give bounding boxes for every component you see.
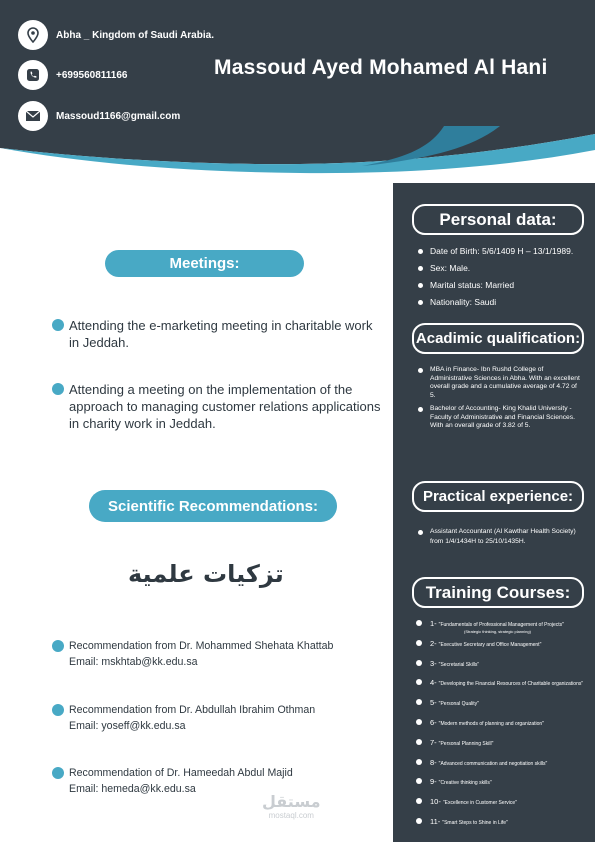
meetings-heading: Meetings: [105,250,304,277]
personal-data-item: Marital status: Married [416,280,573,297]
bullet-dot [52,767,64,779]
person-name: Massoud Ayed Mohamed Al Hani [214,56,548,79]
bullet-dot [52,640,64,652]
training-heading: Training Courses: [412,577,584,608]
email-text: Massoud1166@gmail.com [56,110,181,122]
academic-list [416,366,582,436]
personal-data-item: Sex: Male. [416,263,573,280]
personal-data-heading: Personal data: [412,204,584,235]
recommendation-item [52,765,293,797]
experience-item: Assistant Accountant (Al Kawthar Health Society) from 1/4/1434H to 25/10/1435H. [416,527,580,547]
academic-item: MBA in Finance- Ibn Rushd College of Administrative Sciences in Abha. With an excellent overall grade and a cumulative average of 4.72 of 5. [416,366,582,400]
personal-data-list [416,246,573,314]
contact-location [18,20,214,50]
meeting-item [52,317,382,351]
training-item: 2- "Executive Secretary and Office Management" [416,639,583,659]
watermark [262,792,321,820]
watermark-arabic: مستقل [262,792,321,811]
recommendation-name: Recommendation from Dr. Mohammed Shehata Khattab [69,640,334,652]
bullet-dot [52,383,64,395]
bullet-dot [52,704,64,716]
training-item: 1- "Fundamentals of Professional Management of Projects" (Strategic thinking, strategic planning) [416,619,583,639]
email-icon [18,101,48,131]
arabic-title: تزكيات علمية [128,560,284,588]
recommendation-item [52,638,333,670]
personal-data-item: Date of Birth: 5/6/1409 H – 13/1/1989. [416,246,573,263]
academic-heading: Acadimic qualification: [412,323,584,354]
meeting-text: Attending a meeting on the implementation of the approach to managing customer relations applications in charity work in Jeddah. [69,382,381,431]
experience-heading: Practical experience: [412,481,584,512]
recommendation-name: Recommendation of Dr. Hameedah Abdul Majid [69,767,293,779]
training-subtitle: (Strategic thinking, strategic planning) [464,629,531,634]
recommendation-item [52,702,315,734]
location-icon [18,20,48,50]
watermark-latin: mostaql.com [268,811,314,820]
training-item: 9- "Creative thinking skills" [416,777,583,797]
meeting-item [52,381,382,432]
training-item: 5- "Personal Quality" [416,698,583,718]
meeting-text: Attending the e-marketing meeting in charitable work in Jeddah. [69,318,373,350]
recommendation-email: Email: hemeda@kk.edu.sa [69,783,196,795]
training-list [416,619,583,837]
academic-item: Bachelor of Accounting- King Khalid University - Faculty of Administrative and Financial Sciences. With an overall grade of 3.82 of 5. [416,405,582,431]
recommendation-name: Recommendation from Dr. Abdullah Ibrahim Othman [69,704,316,716]
location-text: Abha _ Kingdom of Saudi Arabia. [56,29,214,41]
training-item: 3- "Secretarial Skills" [416,659,583,679]
bullet-dot [52,319,64,331]
training-item: 4- "Developing the Financial Resources of Charitable organizations" [416,678,583,698]
training-item: 8- "Advanced communication and negotiation skills" [416,758,583,778]
training-item: 6- "Modern methods of planning and organization" [416,718,583,738]
contact-phone [18,60,127,90]
training-item: 7- "Personal Planning Skill" [416,738,583,758]
phone-text: +699560811166 [56,69,128,81]
personal-data-item: Nationality: Saudi [416,297,573,314]
experience-list [416,527,580,547]
training-item: 10- "Excellence in Customer Service" [416,797,583,817]
recommendation-email: Email: yoseff@kk.edu.sa [69,720,186,732]
recommendation-email: Email: mskhtab@kk.edu.sa [69,656,198,668]
phone-icon [18,60,48,90]
contact-email [18,101,180,131]
recommendations-heading: Scientific Recommendations: [89,490,337,522]
training-item: 11- "Smart Steps to Shine in Life" [416,817,583,837]
